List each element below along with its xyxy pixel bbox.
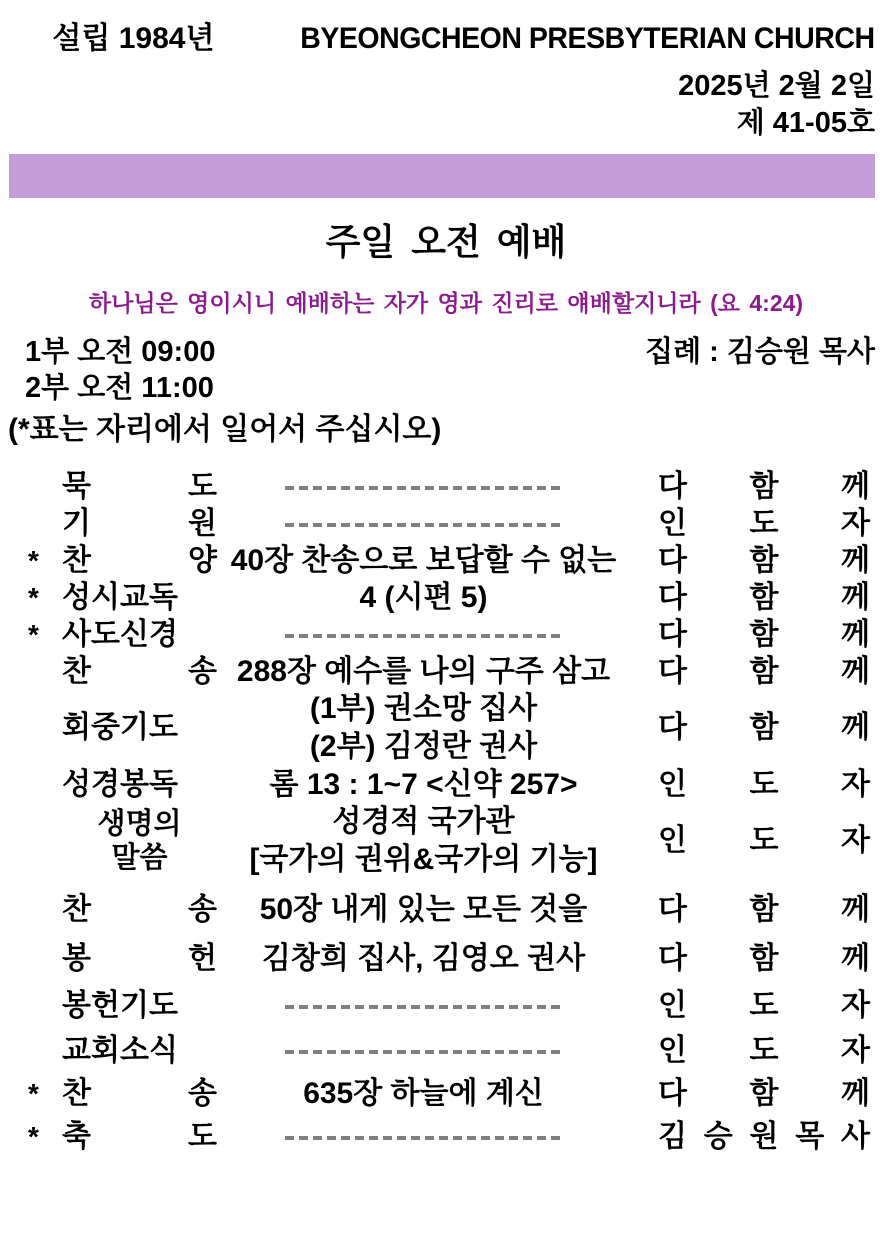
order-row-responsive-reading xyxy=(0,579,892,616)
dotted-leader xyxy=(285,1050,563,1054)
service-time-2: 2부 오전 11:00 xyxy=(25,372,214,404)
service-time-1: 1부 오전 09:00 xyxy=(25,336,216,368)
scripture-verse: 하나님은 영이시니 예배하는 자가 영과 진리로 얘배할지니라 (요 4:24) xyxy=(88,290,804,316)
sermon-title: 성경적 국가관 xyxy=(332,805,515,838)
order-item-label: 성경봉독 xyxy=(62,767,178,801)
order-row-announcements xyxy=(0,1032,892,1069)
order-row-invocation xyxy=(0,505,892,542)
order-item-label: 회중기도 xyxy=(62,711,178,744)
order-item-leader: 인 도 자 xyxy=(658,824,870,857)
order-item-content: 288장 예수를 나의 구주 삼고 xyxy=(236,654,611,688)
order-item-label: 봉헌기도 xyxy=(62,988,178,1022)
order-row-offering xyxy=(0,940,892,977)
stand-marker: * xyxy=(28,544,39,576)
standing-note: (*표는 자리에서 일어서 주십시오) xyxy=(8,413,442,446)
stand-marker: * xyxy=(28,581,39,613)
schedule-row-1 xyxy=(0,334,892,370)
order-item-content xyxy=(217,803,658,879)
order-item-content xyxy=(217,988,658,1024)
order-row-hymn-288 xyxy=(0,653,892,690)
order-row-sermon xyxy=(0,803,892,879)
order-item-label: 찬 송 xyxy=(62,892,217,926)
service-schedule xyxy=(0,334,892,450)
order-item-leader: 다 함 께 xyxy=(658,617,870,651)
stand-marker: * xyxy=(28,1120,39,1152)
order-item-label: 축 도 xyxy=(62,1119,217,1153)
order-row-congregational-prayer xyxy=(0,690,892,766)
order-item-leader: 인 도 자 xyxy=(658,1033,870,1067)
service-title: 주일 오전 예배 xyxy=(325,221,567,262)
order-item-leader: 인 도 자 xyxy=(658,767,870,801)
order-item-label: 교회소식 xyxy=(62,1033,178,1067)
bulletin-header xyxy=(0,0,892,142)
order-item-leader: 다 함 께 xyxy=(658,543,870,577)
bulletin-date: 2025년 2월 2일 xyxy=(678,70,875,102)
order-row-benediction xyxy=(0,1118,892,1155)
dotted-leader xyxy=(285,523,563,527)
order-item-label: 기 원 xyxy=(62,506,217,540)
dotted-leader xyxy=(285,1136,563,1140)
stand-marker: * xyxy=(28,1077,39,1109)
order-item-label: 사도신경 xyxy=(62,617,178,651)
order-item-leader: 다 함 께 xyxy=(658,654,870,688)
order-row-offering-prayer xyxy=(0,987,892,1024)
issue-number: 제 41-05호 xyxy=(736,107,875,139)
dotted-leader xyxy=(285,486,563,490)
order-item-leader: 다 함 께 xyxy=(658,711,870,744)
order-row-silent-prayer xyxy=(0,468,892,505)
order-item-content: 4 (시편 5) xyxy=(359,580,488,614)
order-item-content: 롬 13 : 1~7 <신약 257> xyxy=(269,767,578,801)
header-line-1 xyxy=(0,20,875,58)
order-item-leader: 인 도 자 xyxy=(658,506,870,540)
order-item-label: 찬 송 xyxy=(62,654,217,688)
order-item-content xyxy=(217,690,658,766)
sermon-subtitle: [국가의 권위&국가의 기능] xyxy=(249,843,598,876)
order-item-leader: 인 도 자 xyxy=(658,988,870,1022)
order-item-label: 찬 송 xyxy=(62,1076,217,1110)
order-item-content xyxy=(217,506,658,542)
order-item-leader: 다 함 께 xyxy=(658,580,870,614)
order-item-label: 찬 양 xyxy=(62,543,217,577)
order-item-label: 묵 도 xyxy=(62,469,217,503)
order-item-leader: 다 함 께 xyxy=(658,1076,870,1110)
content-line-1: (1부) 권소망 집사 xyxy=(309,692,538,725)
order-item-leader: 다 함 께 xyxy=(658,941,870,975)
order-item-label xyxy=(62,807,217,875)
order-item-label: 봉 헌 xyxy=(62,941,217,975)
order-item-leader: 김 승 원 목 사 xyxy=(658,1119,870,1153)
order-item-label: 성시교독 xyxy=(62,580,178,614)
order-row-apostles-creed xyxy=(0,616,892,653)
stand-marker: * xyxy=(28,618,39,650)
dotted-leader xyxy=(285,1005,563,1009)
dotted-leader xyxy=(285,634,563,638)
order-of-worship xyxy=(0,468,892,1155)
order-item-content: 40장 찬송으로 보답할 수 없는 xyxy=(230,543,617,577)
order-row-praise xyxy=(0,542,892,579)
accent-bar xyxy=(9,154,875,198)
order-item-content xyxy=(217,469,658,505)
order-row-hymn-50 xyxy=(0,891,892,928)
order-row-hymn-635 xyxy=(0,1075,892,1112)
order-row-scripture-reading xyxy=(0,766,892,803)
order-item-content xyxy=(217,617,658,653)
label-line-1: 생명의 xyxy=(97,808,182,840)
order-item-content xyxy=(217,1119,658,1155)
officiant: 집례 : 김승원 목사 xyxy=(645,336,875,368)
order-item-content: 50장 내게 있는 모든 것을 xyxy=(259,892,588,926)
order-item-leader: 다 함 께 xyxy=(658,892,870,926)
order-item-content: 김창희 집사, 김영오 권사 xyxy=(261,941,586,975)
order-item-leader: 다 함 께 xyxy=(658,469,870,503)
order-item-content: 635장 하늘에 계신 xyxy=(303,1076,544,1110)
founded-year: 설립 1984년 xyxy=(52,22,215,55)
church-name: BYEONGCHEON PRESBYTERIAN CHURCH xyxy=(300,22,875,55)
order-item-content xyxy=(217,1033,658,1069)
label-line-2: 말씀 xyxy=(111,842,168,874)
content-line-2: (2부) 김정란 권사 xyxy=(309,730,538,763)
